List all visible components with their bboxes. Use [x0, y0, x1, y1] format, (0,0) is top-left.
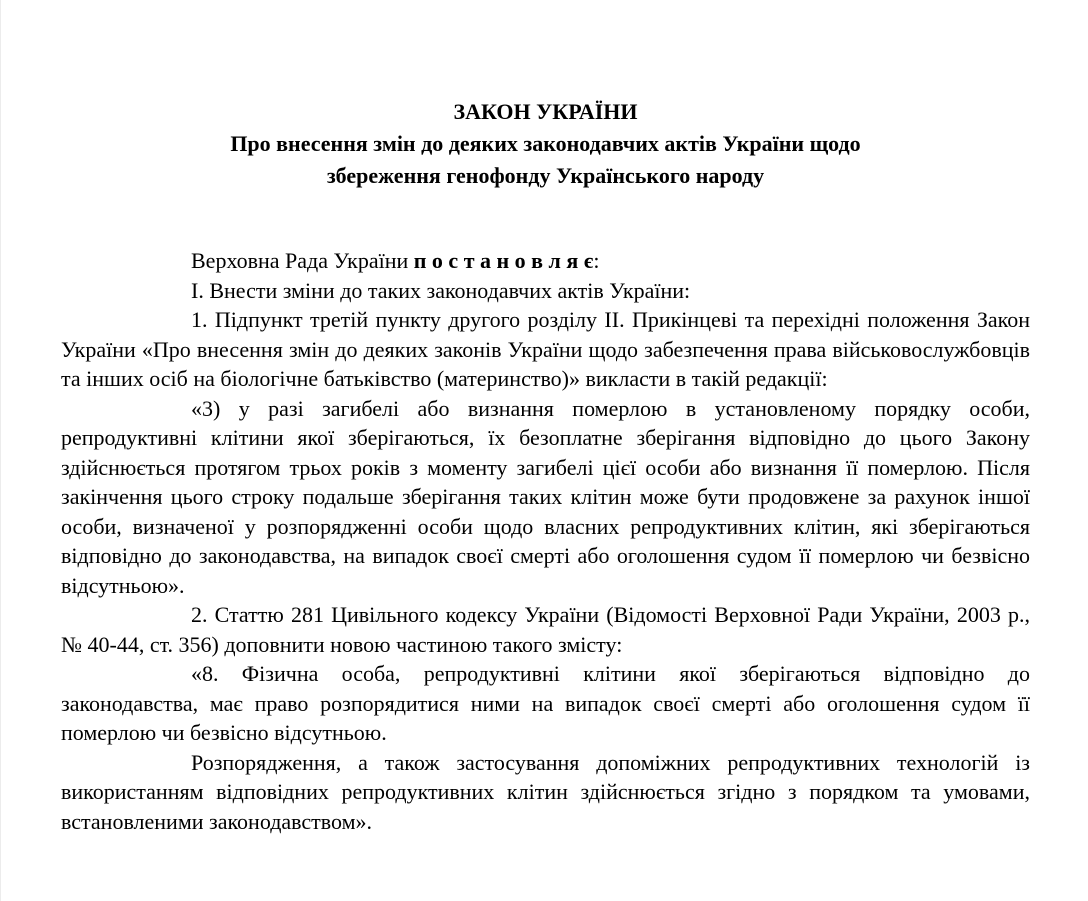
body-paragraph: «8. Фізична особа, репродуктивні клітини якої зберігаються відповідно до законодавства, має право розпорядитися ними на випадок своєї смерті або оголошення судом її померлою чи безвісно відсутньою. [61, 661, 1030, 745]
body-paragraph: 1. Підпункт третій пункту другого розділу ІІ. Прикінцеві та перехідні положення Закон України «Про внесення змін до деяких законів України щодо забезпечення права військовослужбовців та інших осіб на біологічне батьківство (материнство)» викласти в такій редакції: [61, 307, 1030, 391]
document-title: ЗАКОН УКРАЇНИ [453, 99, 638, 124]
document-body [61, 246, 1030, 836]
body-paragraph: Розпорядження, а також застосування допоміжних репродуктивних технологій із використанням відповідних репродуктивних клітин здійснюється згідно з порядком та умовами, встановленими законодавством». [61, 749, 1030, 834]
body-paragraph: «3) у разі загибелі або визнання померлою в установленому порядку особи, репродуктивні клітини якої зберігаються, їх безоплатне зберігання відповідно до цього Закону здійснюється протягом трьох років з моменту загибелі цієї особи або визнання її померлою. Після закінчення цього строку подальше зберігання таких клітин може бути продовжене за рахунок іншої особи, визначеної у розпорядженні особи щодо власних репродуктивних клітин, які зберігаються відповідно до законодавства, на випадок своєї смерті або оголошення судом її померлою чи безвісно відсутньою». [61, 395, 1030, 598]
preamble-suffix: : [593, 248, 600, 273]
preamble-paragraph [61, 246, 1030, 276]
body-paragraph: 2. Статтю 281 Цивільного кодексу України (Відомості Верховної Ради України, 2003 р., № 40-44, ст. 356) доповнити новою частиною такого змісту: [61, 602, 1030, 657]
preamble-prefix: Верховна Рада України [191, 248, 414, 273]
document-subtitle: Про внесення змін до деяких законодавчих актів України щодо збереження генофонду Українського народу [230, 131, 861, 188]
preamble-enacts: п о с т а н о в л я є [413, 248, 594, 273]
section-heading-paragraph: І. Внести зміни до таких законодавчих актів України: [191, 277, 691, 303]
